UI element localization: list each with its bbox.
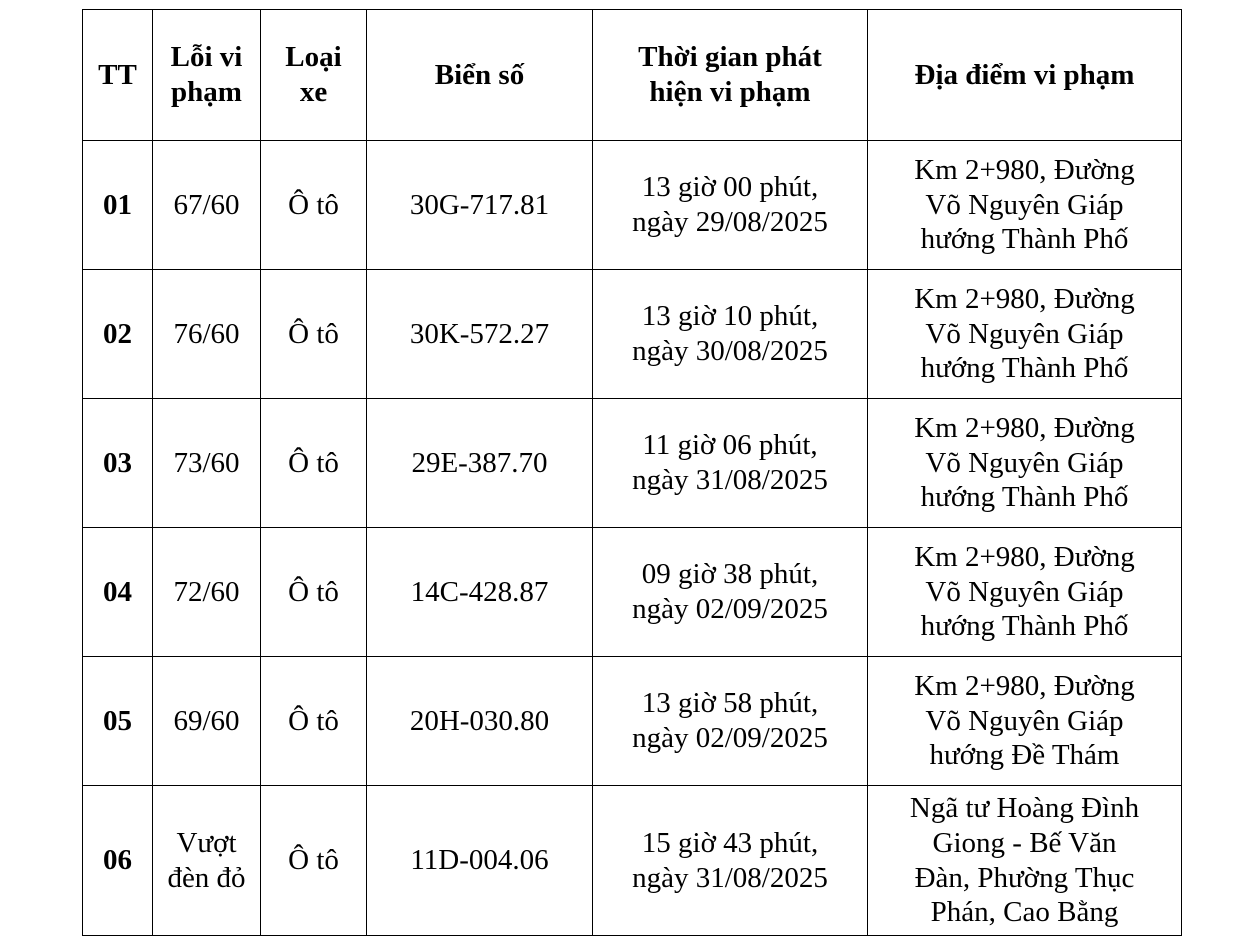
cell-line: ngày 02/09/2025 (632, 722, 828, 754)
cell-line: hướng Thành Phố (920, 352, 1129, 385)
table-row (83, 399, 1182, 528)
table-row (83, 141, 1182, 270)
header-row (83, 10, 1182, 141)
cell-dia-diem (868, 657, 1182, 786)
header-tt: TT (83, 10, 153, 141)
table-row (83, 657, 1182, 786)
header-thoi-gian-line: Thời gian phát (638, 41, 822, 74)
cell-line: 11 giờ 06 phút, (642, 429, 818, 462)
header-loai-xe-line: Loại (285, 41, 342, 74)
cell-bien-so: 14C-428.87 (367, 528, 593, 657)
cell-tt: 04 (83, 528, 153, 657)
cell-tt: 01 (83, 141, 153, 270)
cell-line: 73/60 (173, 446, 240, 479)
cell-line: Đàn, Phường Thục (914, 861, 1135, 894)
cell-line: đèn đỏ (167, 861, 246, 894)
cell-line: Võ Nguyên Giáp (925, 317, 1124, 350)
cell-line: Km 2+980, Đường (914, 540, 1135, 573)
cell-tt: 05 (83, 657, 153, 786)
cell-line: Võ Nguyên Giáp (925, 446, 1124, 479)
cell-dia-diem (868, 141, 1182, 270)
header-loi-vi-pham-line: phạm (171, 76, 242, 108)
header-thoi-gian-line: hiện vi phạm (649, 76, 811, 108)
cell-loai-xe: Ô tô (261, 399, 367, 528)
cell-loi-vi-pham (153, 270, 261, 399)
cell-thoi-gian (593, 657, 868, 786)
cell-loai-xe: Ô tô (261, 786, 367, 936)
cell-line: Ngã tư Hoàng Đình (909, 791, 1140, 824)
cell-line: Vượt (176, 826, 237, 859)
cell-loai-xe: Ô tô (261, 657, 367, 786)
cell-tt: 02 (83, 270, 153, 399)
cell-thoi-gian (593, 141, 868, 270)
table-row (83, 270, 1182, 399)
cell-bien-so: 30K-572.27 (367, 270, 593, 399)
cell-line: ngày 29/08/2025 (632, 206, 828, 238)
cell-line: 13 giờ 10 phút, (641, 300, 819, 333)
header-loi-vi-pham (153, 10, 261, 141)
cell-dia-diem (868, 528, 1182, 657)
header-bien-so: Biển số (367, 10, 593, 141)
cell-line: Võ Nguyên Giáp (925, 704, 1124, 737)
cell-dia-diem (868, 270, 1182, 399)
cell-line: 15 giờ 43 phút, (641, 826, 819, 859)
cell-loi-vi-pham (153, 786, 261, 936)
cell-dia-diem (868, 399, 1182, 528)
cell-dia-diem (868, 786, 1182, 936)
cell-line: 72/60 (173, 575, 240, 608)
cell-line: ngày 02/09/2025 (632, 593, 828, 625)
cell-line: Km 2+980, Đường (914, 153, 1135, 186)
header-loi-vi-pham-line: Lỗi vi (170, 41, 243, 74)
cell-line: Km 2+980, Đường (914, 282, 1135, 315)
cell-bien-so: 29E-387.70 (367, 399, 593, 528)
table-row (83, 528, 1182, 657)
header-thoi-gian (593, 10, 868, 141)
cell-thoi-gian (593, 786, 868, 936)
cell-bien-so: 11D-004.06 (367, 786, 593, 936)
cell-bien-so: 20H-030.80 (367, 657, 593, 786)
cell-line: ngày 31/08/2025 (632, 464, 828, 496)
cell-line: hướng Đề Thám (929, 739, 1120, 772)
cell-loi-vi-pham (153, 141, 261, 270)
cell-line: hướng Thành Phố (920, 481, 1129, 514)
cell-loai-xe: Ô tô (261, 528, 367, 657)
cell-line: ngày 31/08/2025 (632, 861, 828, 894)
header-loai-xe (261, 10, 367, 141)
cell-line: Phán, Cao Bằng (930, 896, 1119, 929)
cell-line: Võ Nguyên Giáp (925, 188, 1124, 221)
cell-line: hướng Thành Phố (920, 223, 1129, 256)
cell-tt: 06 (83, 786, 153, 936)
cell-loi-vi-pham (153, 399, 261, 528)
cell-loi-vi-pham (153, 657, 261, 786)
cell-line: 76/60 (173, 317, 240, 350)
cell-line: ngày 30/08/2025 (632, 335, 828, 367)
violations-table (82, 9, 1182, 936)
cell-thoi-gian (593, 399, 868, 528)
cell-line: 09 giờ 38 phút, (641, 558, 819, 591)
cell-loi-vi-pham (153, 528, 261, 657)
cell-line: 13 giờ 58 phút, (641, 687, 819, 720)
table-row (83, 786, 1182, 936)
header-loai-xe-line: xe (299, 76, 328, 108)
cell-line: 13 giờ 00 phút, (641, 171, 819, 204)
cell-thoi-gian (593, 528, 868, 657)
cell-tt: 03 (83, 399, 153, 528)
cell-line: 69/60 (173, 704, 240, 737)
cell-line: Giong - Bế Văn (932, 826, 1117, 859)
cell-loai-xe: Ô tô (261, 270, 367, 399)
cell-line: hướng Thành Phố (920, 610, 1129, 643)
cell-line: Km 2+980, Đường (914, 411, 1135, 444)
cell-bien-so: 30G-717.81 (367, 141, 593, 270)
cell-line: Võ Nguyên Giáp (925, 575, 1124, 608)
cell-line: Km 2+980, Đường (914, 669, 1135, 702)
cell-loai-xe: Ô tô (261, 141, 367, 270)
header-dia-diem: Địa điểm vi phạm (868, 10, 1182, 141)
cell-line: 67/60 (173, 188, 240, 221)
cell-thoi-gian (593, 270, 868, 399)
